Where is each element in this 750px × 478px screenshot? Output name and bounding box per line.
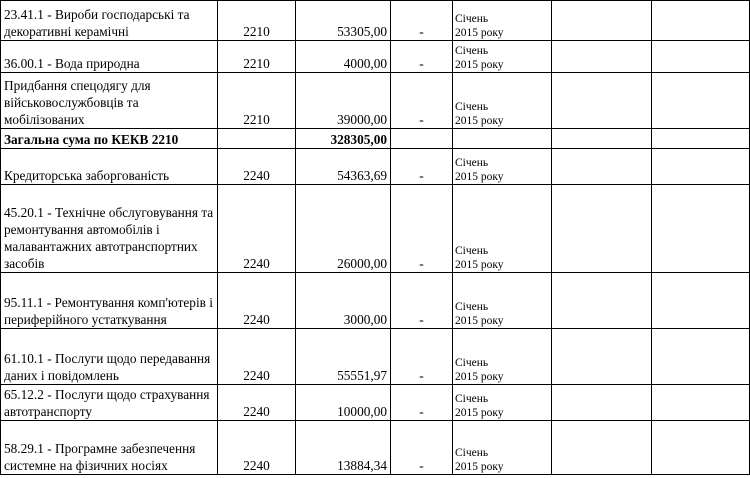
empty-cell [652,73,750,129]
table-row [1,1,750,41]
kekv-cell: 2210 [218,73,296,129]
empty-cell [552,129,652,149]
empty-cell [652,149,750,185]
term-cell [453,73,552,129]
procedure-cell: - [391,421,453,475]
item-name-cell: 58.29.1 - Програмне забезпечення системне на фізичних носіях [1,421,218,475]
term-cell [453,421,552,475]
procedure-cell: - [391,329,453,385]
term-year: 2015 року [455,259,504,271]
term-month: Січень [455,393,489,405]
term-cell [453,1,552,41]
term-month: Січень [455,357,489,369]
table-row [1,73,750,129]
total-row [1,129,750,149]
term-cell [453,129,552,149]
term-year: 2015 року [455,315,504,327]
amount-cell: 53305,00 [296,1,391,41]
total-label-cell: Загальна сума по КЕКВ 2210 [1,129,218,149]
table-row [1,41,750,73]
procedure-cell [391,129,453,149]
empty-cell [652,41,750,73]
term-cell [453,385,552,421]
amount-cell: 13884,34 [296,421,391,475]
procedure-cell: - [391,41,453,73]
empty-cell [552,185,652,273]
empty-cell [552,73,652,129]
term-month: Січень [455,447,489,459]
item-name-cell: 65.12.2 - Послуги щодо страхування автотранспорту [1,385,218,421]
item-name-cell: Кредиторська заборгованість [1,149,218,185]
term-cell [453,185,552,273]
kekv-cell: 2240 [218,185,296,273]
term-month: Січень [455,301,489,313]
procedure-cell: - [391,1,453,41]
term-year: 2015 року [455,115,504,127]
amount-cell: 4000,00 [296,41,391,73]
table-row [1,185,750,273]
item-name-cell: 36.00.1 - Вода природна [1,41,218,73]
empty-cell [552,273,652,329]
term-cell [453,149,552,185]
amount-cell: 54363,69 [296,149,391,185]
term-cell [453,329,552,385]
item-name-cell: Придбання спецодягу для військовослужбовців та мобілізованих [1,73,218,129]
empty-cell [652,1,750,41]
kekv-cell [218,129,296,149]
term-month: Січень [455,13,489,25]
term-month: Січень [455,245,489,257]
amount-cell: 55551,97 [296,329,391,385]
empty-cell [552,421,652,475]
kekv-cell: 2240 [218,149,296,185]
table-row [1,329,750,385]
kekv-cell: 2240 [218,385,296,421]
kekv-cell: 2210 [218,41,296,73]
empty-cell [552,41,652,73]
term-year: 2015 року [455,371,504,383]
procedure-cell: - [391,185,453,273]
empty-cell [652,421,750,475]
amount-cell: 26000,00 [296,185,391,273]
empty-cell [552,329,652,385]
table-row [1,421,750,475]
item-name-cell: 95.11.1 - Ремонтування комп'ютерів і периферійного устаткування [1,273,218,329]
kekv-cell: 2240 [218,329,296,385]
table-row [1,385,750,421]
amount-cell: 3000,00 [296,273,391,329]
kekv-cell: 2210 [218,1,296,41]
procedure-cell: - [391,149,453,185]
empty-cell [652,385,750,421]
procedure-cell: - [391,273,453,329]
table-row [1,149,750,185]
term-cell [453,41,552,73]
term-year: 2015 року [455,407,504,419]
empty-cell [652,129,750,149]
empty-cell [652,185,750,273]
amount-cell: 10000,00 [296,385,391,421]
procedure-cell: - [391,385,453,421]
empty-cell [652,273,750,329]
empty-cell [552,1,652,41]
table-row [1,273,750,329]
term-cell [453,273,552,329]
term-year: 2015 року [455,171,504,183]
item-name-cell: 61.10.1 - Послуги щодо передавання даних і повідомлень [1,329,218,385]
term-year: 2015 року [455,461,504,473]
item-name-cell: 45.20.1 - Технічне обслуговування та ремонтування автомобілів і малавантажних автотранспортних засобів [1,185,218,273]
empty-cell [552,385,652,421]
empty-cell [552,149,652,185]
kekv-cell: 2240 [218,273,296,329]
procedure-cell: - [391,73,453,129]
term-year: 2015 року [455,59,504,71]
term-year: 2015 року [455,27,504,39]
term-month: Січень [455,157,489,169]
term-month: Січень [455,45,489,57]
total-amount-cell: 328305,00 [296,129,391,149]
term-month: Січень [455,101,489,113]
empty-cell [652,329,750,385]
item-name-cell: 23.41.1 - Вироби господарські та декоративні керамічні [1,1,218,41]
amount-cell: 39000,00 [296,73,391,129]
kekv-cell: 2240 [218,421,296,475]
